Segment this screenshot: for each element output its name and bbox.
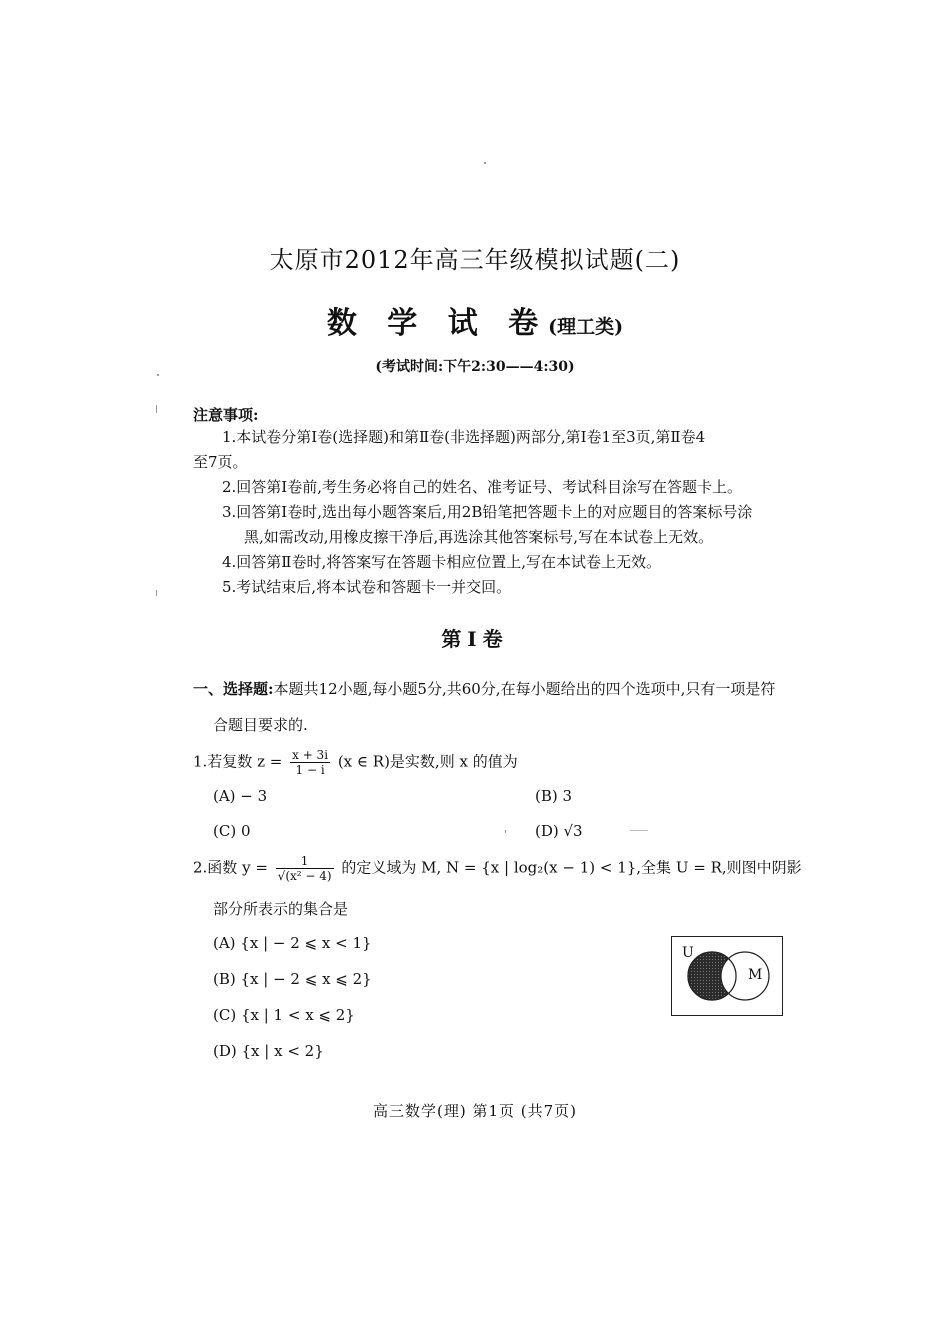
section-heading: 第Ⅰ卷 <box>441 627 509 651</box>
scan-speck <box>505 830 506 833</box>
scan-speck <box>157 374 159 376</box>
q2-frac-numerator: 1 <box>276 854 334 869</box>
instruction-label: 一、选择题: <box>193 680 274 698</box>
q1-frac-numerator: x + 3i <box>292 748 329 762</box>
exam-title: 太原市2012年高三年级模拟试题(二) <box>269 246 681 274</box>
instruction-continued: 合题目要求的. <box>213 716 308 734</box>
q2-prefix: 2.函数 y = <box>193 858 268 877</box>
note-item: 3.回答第Ⅰ卷时,选出每小题答案后,用2B铅笔把答题卡上的对应题目的答案标号涂 <box>222 503 753 521</box>
question-2 <box>193 854 802 883</box>
q1-prefix: 1.若复数 z = <box>193 752 283 771</box>
q1-option-c: (C) 0 <box>213 822 251 840</box>
page-footer: 高三数学(理) 第1页 (共7页) <box>372 1102 578 1120</box>
q2-continued: 部分所表示的集合是 <box>213 900 349 918</box>
q2-fraction <box>276 854 334 883</box>
subject-name: 数 学 试 卷 <box>326 306 549 341</box>
q2-option-d: (D) {x | x < 2} <box>213 1042 324 1060</box>
q1-frac-denominator: 1 − i <box>295 763 325 777</box>
scan-speck <box>630 830 648 831</box>
instruction-text: 本题共12小题,每小题5分,共60分,在每小题给出的四个选项中,只有一项是符 <box>273 680 776 698</box>
note-item: 1.本试卷分第Ⅰ卷(选择题)和第Ⅱ卷(非选择题)两部分,第Ⅰ卷1至3页,第Ⅱ卷4 <box>222 428 706 446</box>
scan-speck <box>156 405 157 413</box>
q2-suffix: 的定义域为 M, N = {x | log₂(x − 1) < 1},全集 U = R,则图中阴影 <box>341 858 802 877</box>
q1-suffix: (x ∈ R)是实数,则 x 的值为 <box>337 752 518 771</box>
section-instruction <box>193 678 775 699</box>
question-1 <box>193 748 518 777</box>
q2-option-b: (B) {x | − 2 ⩽ x ⩽ 2} <box>213 970 372 988</box>
notes-heading: 注意事项: <box>193 406 259 424</box>
q1-option-b: (B) 3 <box>535 787 573 805</box>
q1-option-d: (D) √3 <box>535 822 583 840</box>
note-item: 4.回答第Ⅱ卷时,将答案写在答题卡相应位置上,写在本试卷上无效。 <box>222 553 662 571</box>
note-item: 黑,如需改动,用橡皮擦干净后,再选涂其他答案标号,写在本试卷上无效。 <box>244 528 714 546</box>
exam-time: (考试时间:下午2:30——4:30) <box>375 359 575 375</box>
note-item: 2.回答第Ⅰ卷前,考生务必将自己的姓名、准考证号、考试科目涂写在答题卡上。 <box>222 478 743 496</box>
note-item: 5.考试结束后,将本试卷和答题卡一并交回。 <box>222 578 512 596</box>
q1-option-a: (A) − 3 <box>213 787 268 805</box>
note-item: 至7页。 <box>193 453 248 471</box>
q2-option-a: (A) {x | − 2 ⩽ x < 1} <box>213 934 372 952</box>
scan-speck <box>484 162 486 164</box>
exam-subject <box>0 298 950 342</box>
venn-label-m: M <box>748 967 763 983</box>
q2-frac-denominator: √(x² − 4) <box>277 869 332 883</box>
subject-type: (理工类) <box>548 316 624 338</box>
q1-fraction <box>290 748 330 777</box>
venn-label-u: U <box>682 945 694 961</box>
q2-option-c: (C) {x | 1 < x ⩽ 2} <box>213 1006 355 1024</box>
venn-diagram <box>671 936 783 1016</box>
scan-speck <box>156 590 157 596</box>
